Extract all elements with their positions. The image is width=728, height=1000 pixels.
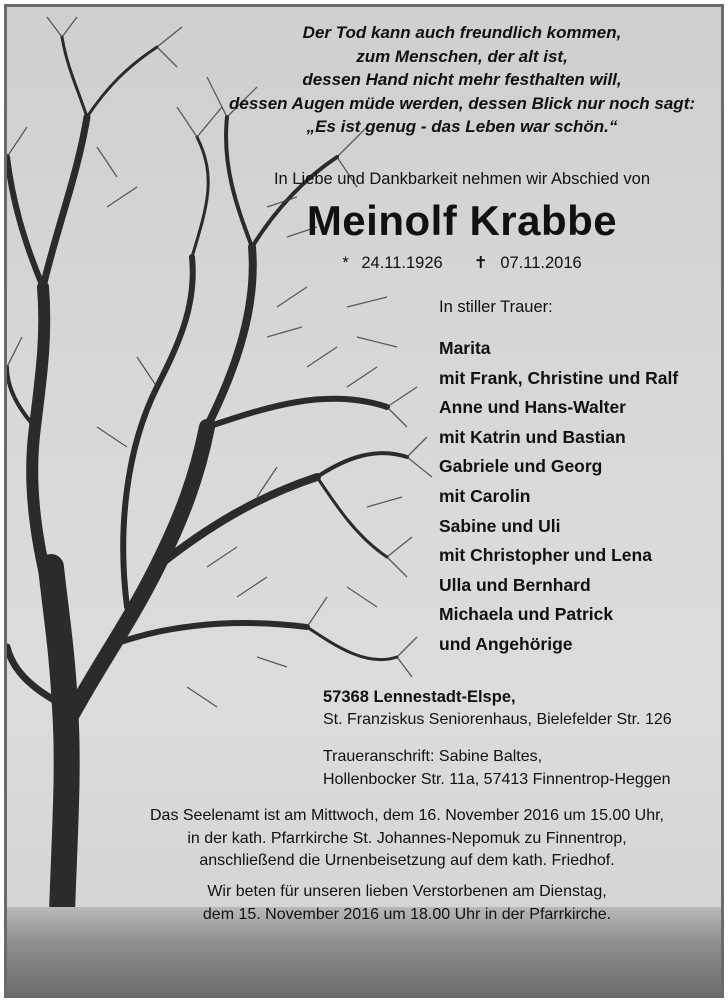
- cross-icon: ✝: [473, 254, 488, 272]
- requiem-line: anschließend die Urnenbeisetzung auf dem kath. Friedhof.: [199, 852, 615, 869]
- deceased-name: Meinolf Krabbe: [306, 197, 618, 244]
- prayer-info: [87, 881, 724, 926]
- requiem-info: [87, 805, 724, 873]
- city-line: 57368 Lennestadt-Elspe,: [323, 688, 516, 706]
- family-line: und Angehörige: [439, 633, 573, 654]
- birth-icon: *: [342, 254, 349, 272]
- poem: [207, 21, 717, 139]
- family-line: Sabine und Uli: [439, 515, 561, 536]
- residence-line: St. Franziskus Seniorenhaus, Bielefelder Str. 126: [323, 711, 672, 728]
- death-date: 07.11.2016: [500, 254, 582, 272]
- birth-date: 24.11.1926: [361, 254, 443, 272]
- family-line: mit Katrin und Bastian: [439, 426, 626, 447]
- poem-line: dessen Augen müde werden, dessen Blick nur noch sagt:: [228, 93, 696, 113]
- family-line: Marita: [439, 338, 491, 358]
- obituary-notice: [4, 4, 724, 998]
- mourning-label: In stiller Trauer:: [439, 298, 553, 316]
- requiem-line: in der kath. Pfarrkirche St. Johannes-Nepomuk zu Finnentrop,: [187, 829, 627, 847]
- poem-line: dessen Hand nicht mehr festhalten will,: [302, 70, 622, 89]
- poem-line: „Es ist genug - das Leben war schön.“: [306, 117, 618, 136]
- family-line: mit Frank, Christine und Ralf: [439, 367, 679, 388]
- farewell-intro: In Liebe und Dankbarkeit nehmen wir Abschied von: [273, 170, 651, 188]
- family-line: mit Carolin: [439, 485, 531, 506]
- poem-line: zum Menschen, der alt ist,: [356, 46, 568, 66]
- prayer-line: Wir beten für unseren lieben Verstorbenen am Dienstag,: [207, 883, 607, 900]
- requiem-line: Das Seelenamt ist am Mittwoch, dem 16. November 2016 um 15.00 Uhr,: [149, 807, 664, 824]
- family-line: Gabriele und Georg: [439, 456, 603, 477]
- prayer-line: dem 15. November 2016 um 18.00 Uhr in der Pfarrkirche.: [202, 905, 612, 923]
- family-line: Anne und Hans-Walter: [439, 397, 626, 418]
- family-line: Ulla und Bernhard: [439, 574, 591, 595]
- family-list: [439, 334, 678, 660]
- poem-line: Der Tod kann auch freundlich kommen,: [302, 23, 622, 42]
- life-dates: [207, 253, 717, 273]
- family-line: Michaela und Patrick: [439, 604, 614, 625]
- family-line: mit Christopher und Lena: [439, 545, 652, 566]
- mourning-address: Hollenbocker Str. 11a, 57413 Finnentrop-Heggen: [323, 771, 671, 788]
- mourning-address-label: Traueranschrift: Sabine Baltes,: [323, 748, 543, 765]
